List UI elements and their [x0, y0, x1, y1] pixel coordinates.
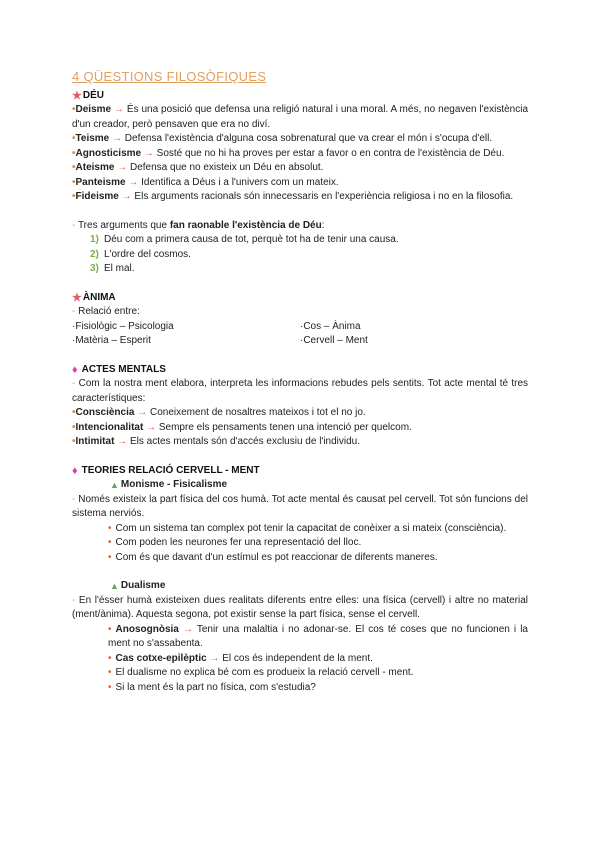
subheading-monisme: ▲ Monisme - Fisicalisme [72, 478, 528, 493]
point-text: Tenir una malaltia i no adonar-se. El cos té coses que no funcionen i la ment no s'assabenta. [108, 623, 528, 649]
bullet-dot: • [108, 667, 112, 678]
argument-text: L'ordre del cosmos. [104, 248, 191, 260]
definition-text: Coneixement de nosaltres mateixos i tot el no jo. [147, 407, 366, 418]
definition-text: Defensa l'existència d'alguna cosa sobrenatural que va crear el món i s'ocupa d'ell. [122, 133, 493, 144]
definition-term: Panteisme [75, 176, 126, 188]
document-title: 4 QÜESTIONS FILOSÒFIQUES [72, 69, 267, 84]
arrow-icon: → [125, 176, 139, 188]
arrow-icon: → [114, 436, 128, 447]
dualisme-points [72, 623, 528, 696]
star-icon: ★ [72, 291, 82, 304]
definition-term: Deisme [75, 104, 112, 115]
argument-item [72, 248, 528, 263]
point-term: Cas cotxe-epilèptic [115, 652, 207, 664]
dash-bullet: - [72, 594, 79, 606]
point-text: El dualisme no explica bé com es produeix la relació cervell - ment. [115, 667, 414, 678]
bullet-dot: • [72, 191, 76, 202]
definition-text: Els arguments racionals són innecessaris en l'experiència religiosa i no en la filosofia. [131, 191, 514, 202]
argument-text: El mal. [104, 263, 135, 274]
definition-term: Ateisme [75, 162, 115, 173]
definition-item [72, 161, 528, 176]
bullet-dot: • [72, 436, 76, 447]
point-term: Anosognòsia [115, 623, 179, 635]
bullet-dot: • [108, 652, 112, 664]
bullet-dot: • [108, 551, 112, 563]
point-text: El cos és independent de la ment. [219, 652, 373, 664]
diamond-icon: ♦ [72, 464, 78, 477]
definition-text: Identifica a Déus i a l'univers com un mateix. [138, 176, 339, 188]
dualisme-point [72, 666, 528, 681]
arrow-icon: → [114, 162, 128, 173]
bullet-dot: • [108, 522, 112, 534]
bullet-dot: • [72, 407, 76, 418]
section-title: TEORIES RELACIÓ CERVELL - MENT [81, 464, 260, 476]
section-title: ACTES MENTALS [81, 363, 166, 375]
dash-bullet: - [72, 219, 78, 231]
bullet-dot: • [72, 162, 76, 173]
section-title: DÉU [82, 89, 104, 101]
arrow-icon: → [206, 652, 220, 664]
definition-text: Sempre els pensaments tenen una intenció per quelcom. [156, 421, 412, 433]
dualisme-point [72, 652, 528, 667]
definition-item [72, 147, 528, 162]
deu-definitions [72, 103, 528, 205]
dualisme-point [72, 681, 528, 696]
argument-item [72, 262, 528, 277]
definition-item [72, 435, 528, 450]
section-heading-teories [72, 464, 528, 479]
monisme-point [72, 551, 528, 566]
point-text: Com poden les neurones fer una representació del lloc. [115, 537, 362, 548]
triangle-icon: ▲ [110, 480, 119, 490]
subheading-dualisme: ▲ Dualisme [72, 579, 528, 594]
relation-item: ·Fisiològic – Psicologia [72, 320, 174, 332]
monisme-point [72, 522, 528, 537]
bullet-dot: • [108, 681, 112, 693]
bullet-dot: • [72, 421, 76, 433]
arrow-icon: → [141, 147, 154, 159]
bullet-dot: • [72, 133, 76, 144]
arrow-icon: → [134, 407, 148, 418]
section-heading-actes [72, 363, 528, 378]
argument-number: 1) [90, 234, 99, 245]
triangle-icon: ▲ [110, 581, 119, 591]
arrow-icon: → [178, 623, 193, 635]
relation-item: ·Cervell – Ment [300, 335, 368, 346]
anima-intro: - Relació entre: [72, 306, 140, 317]
arguments-intro: - Tres arguments que fan raonable l'existència de Déu: [72, 219, 325, 231]
dash-bullet: - [72, 306, 79, 317]
diamond-icon: ♦ [72, 363, 78, 376]
bullet-dot: • [72, 176, 76, 188]
definition-item [72, 190, 528, 205]
actes-intro: - Com la nostra ment elabora, interpreta les informacions rebudes pels sentits. Tot acte mental té tres característiques: [72, 378, 528, 404]
arrow-icon: → [109, 133, 123, 144]
anima-relations [72, 320, 528, 349]
definition-term: Teisme [75, 133, 110, 144]
star-icon: ★ [72, 89, 82, 102]
dualisme-point [72, 623, 528, 652]
point-text: Si la ment és la part no física, com s'estudia? [115, 681, 316, 693]
dualisme-intro: - En l'ésser humà existeixen dues realitats diferents entre elles: una física (cervell) i altre no material (ment/ànima). Aquesta segona, pot existir sense la part física, sense el cervell. [72, 594, 529, 620]
argument-item [72, 233, 528, 248]
definition-term: Consciència [75, 407, 135, 418]
anima-right-column [300, 320, 528, 349]
argument-number: 3) [90, 263, 99, 274]
arrow-icon: → [143, 421, 157, 433]
point-text: Com un sistema tan complex pot tenir la capacitat de conèixer a si mateix (consciència). [115, 522, 507, 534]
section-heading-anima [72, 291, 528, 306]
arrow-icon: → [118, 191, 132, 202]
point-text: Com és que davant d'un estímul es pot reaccionar de diferents maneres. [115, 551, 438, 563]
argument-text: Déu com a primera causa de tot, perquè tot ha de tenir una causa. [104, 234, 399, 245]
bullet-dot: • [108, 537, 112, 548]
actes-characteristics [72, 406, 528, 450]
bullet-dot: • [72, 104, 76, 115]
monisme-point [72, 536, 528, 551]
definition-term: Intencionalitat [75, 421, 144, 433]
definition-term: Intimitat [75, 436, 115, 447]
argument-number: 2) [90, 248, 99, 260]
arguments-list [72, 233, 528, 277]
definition-text: És una posició que defensa una religió natural i una moral. A més, no negaven l'existència d'un creador, però pensaven que era no diví. [72, 104, 529, 130]
monisme-points [72, 522, 528, 566]
definition-text: Els actes mentals són d'accés exclusiu de l'individu. [127, 436, 361, 447]
document-page [72, 70, 528, 695]
anima-left-column [72, 320, 300, 349]
definition-item [72, 406, 528, 421]
section-heading-deu [72, 89, 528, 104]
definition-item [72, 176, 528, 191]
definition-term: Fideisme [75, 191, 119, 202]
relation-item: ·Matèria – Esperit [72, 335, 151, 346]
definition-text: Defensa que no existeix un Déu en absolut. [127, 162, 324, 173]
definition-text: Sosté que no hi ha proves per estar a favor o en contra de l'existència de Déu. [153, 147, 505, 159]
arrow-icon: → [111, 104, 124, 115]
monisme-intro: - Només existeix la part física del cos humà. Tot acte mental és causat pel cervell. Tot són funcions del sistema nerviós. [72, 493, 529, 519]
dash-bullet: - [72, 378, 79, 389]
dash-bullet: - [72, 493, 79, 505]
relation-item: ·Cos – Ànima [300, 320, 361, 332]
definition-item [72, 421, 528, 436]
section-title: ÀNIMA [82, 291, 116, 303]
definition-item [72, 132, 528, 147]
bullet-dot: • [72, 147, 76, 159]
definition-term: Agnosticisme [75, 147, 142, 159]
definition-item [72, 103, 528, 132]
bullet-dot: • [108, 623, 112, 635]
